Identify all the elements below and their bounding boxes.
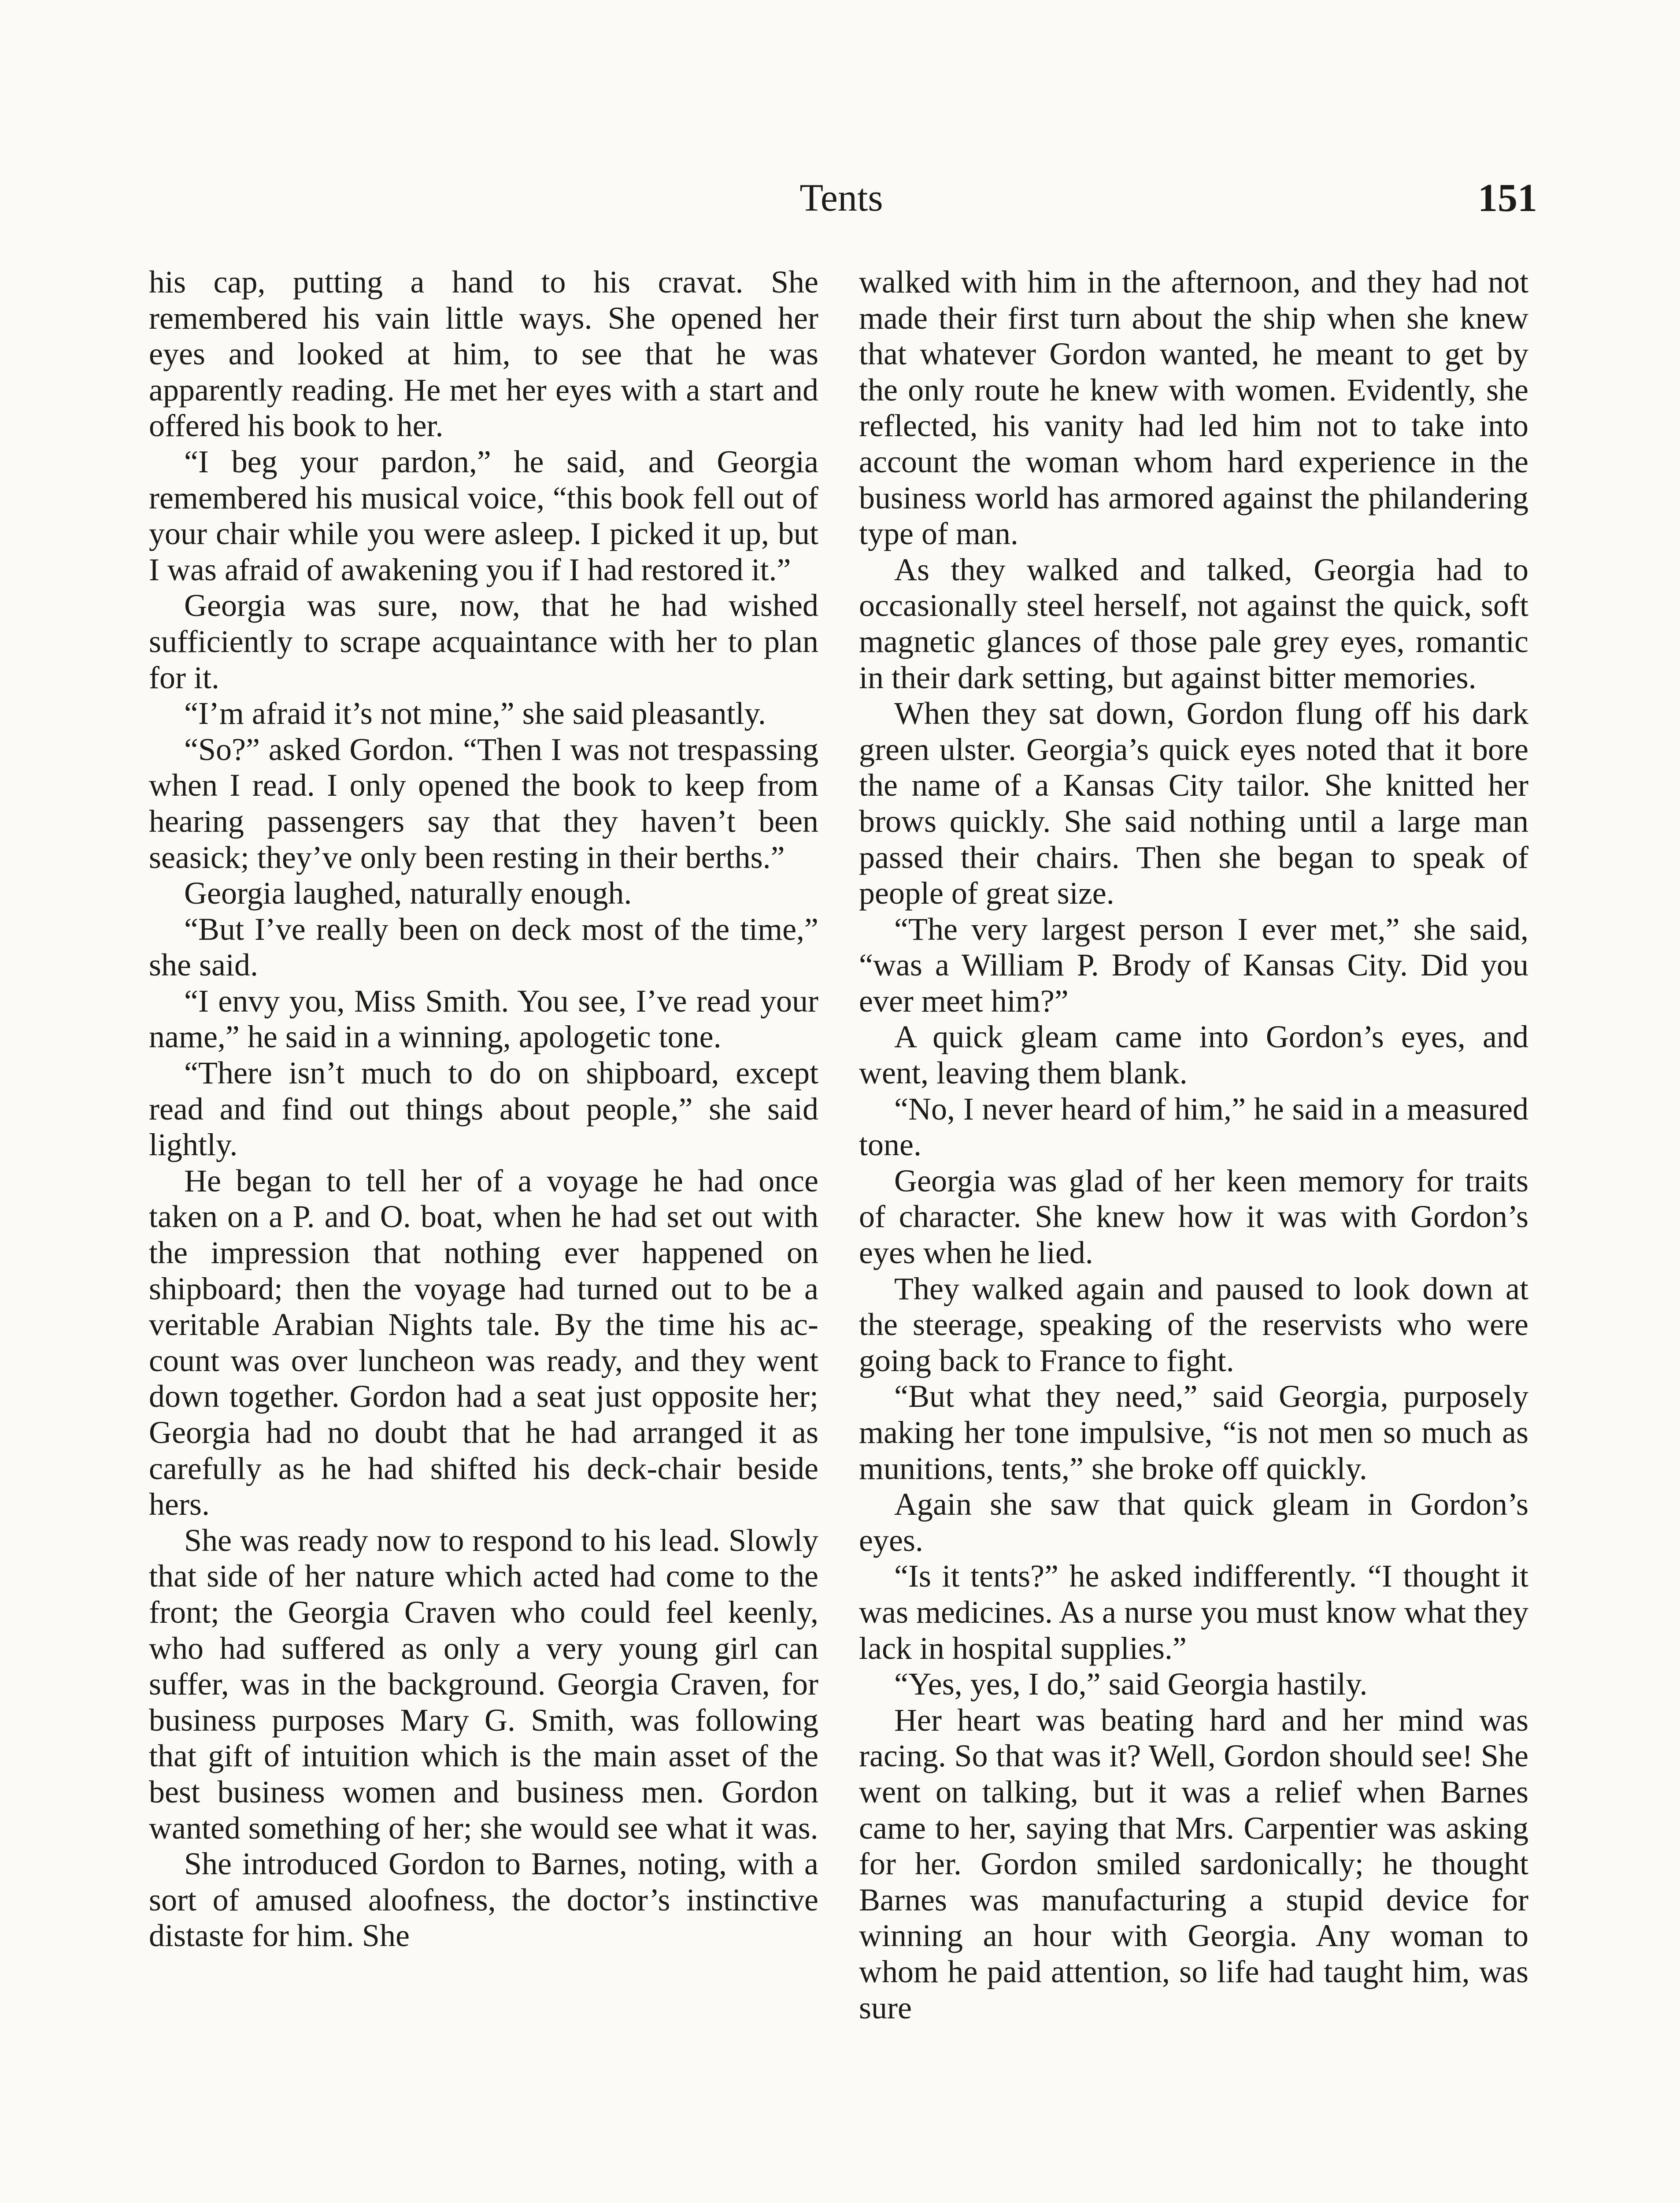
paragraph: She introduced Gordon to Barnes, noting, with a sort of amused aloofness, the doctor’s instinctive distaste for him. She xyxy=(149,1846,818,1954)
paragraph: As they walked and talked, Georgia had to occasionally steel herself, not against the quick, soft magnetic glances of those pale grey eyes, romantic in their dark setting, but against bitter memories. xyxy=(859,552,1528,695)
paragraph: “But I’ve really been on deck most of the time,” she said. xyxy=(149,911,818,983)
page-header xyxy=(145,172,1537,229)
page-number: 151 xyxy=(1478,176,1537,220)
paragraph: A quick gleam came into Gordon’s eyes, and went, leaving them blank. xyxy=(859,1019,1528,1091)
paragraph: “There isn’t much to do on shipboard, except read and find out things about people,” she said lightly. xyxy=(149,1055,818,1163)
paragraph: Georgia laughed, naturally enough. xyxy=(184,875,632,911)
paragraph: She was ready now to respond to his lead. Slowly that side of her nature which acted had come to the front; the Georgia Craven who could feel keenly, who had suffered as only a very young girl can suffer, was in the background. Georgia Craven, for business purposes Mary G. Smith, was following that gift of intuition which is the main asset of the best business women and business men. Gordon wanted something of her; she would see what it was. xyxy=(149,1522,818,1846)
paragraph: He began to tell her of a voyage he had once taken on a P. and O. boat, when he had set out with the impression that nothing ever happened on shipboard; then the voyage had turned out to be a veritable Arabian Nights tale. By the time his account was over luncheon was ready, and they went down together. Gordon had a seat just opposite her; Georgia had no doubt that he had arranged it as carefully as he had shifted his deck-chair beside hers. xyxy=(149,1163,818,1522)
left-column xyxy=(149,264,818,1954)
paragraph: “I’m afraid it’s not mine,” she said pleasantly. xyxy=(184,696,766,731)
paragraph: “I envy you, Miss Smith. You see, I’ve read your name,” he said in a winning, apologetic tone. xyxy=(149,983,818,1055)
paragraph: Georgia was sure, now, that he had wished sufficiently to scrape acquaintance with her to plan for it. xyxy=(149,588,818,695)
paragraph: Georgia was glad of her keen memory for traits of character. She knew how it was with Gordon’s eyes when he lied. xyxy=(859,1163,1528,1271)
paragraph: “Yes, yes, I do,” said Georgia hastily. xyxy=(894,1666,1368,1702)
paragraph: “So?” asked Gordon. “Then I was not trespassing when I read. I only opened the book to keep from hearing passengers say that they haven’t been seasick; they’ve only been resting in their berths.” xyxy=(149,731,818,875)
paragraph: his cap, putting a hand to his cravat. She remembered his vain little ways. She opened her eyes and looked at him, to see that he was apparently reading. He met her eyes with a start and offered his book to her. xyxy=(149,264,818,444)
paragraph: “No, I never heard of him,” he said in a measured tone. xyxy=(859,1091,1528,1163)
paragraph: walked with him in the afternoon, and they had not made their first turn about the ship when she knew that whatever Gordon wanted, he meant to get by the only route he knew with women. Evidently, she reflected, his vanity had led him not to take into account the woman whom hard experience in the business world has armored against the philandering type of man. xyxy=(859,264,1528,552)
paragraph: “Is it tents?” he asked indifferently. “I thought it was medicines. As a nurse you must know what they lack in hospital supplies.” xyxy=(859,1558,1528,1666)
paragraph: “But what they need,” said Georgia, purposely making her tone impulsive, “is not men so much as munitions, tents,” she broke off quickly. xyxy=(859,1379,1528,1486)
paragraph: Again she saw that quick gleam in Gordon’s eyes. xyxy=(859,1487,1528,1558)
paragraph: “The very largest person I ever met,” she said, “was a William P. Brody of Kansas City. Did you ever meet him?” xyxy=(859,911,1528,1019)
paragraph: Her heart was beating hard and her mind was racing. So that was it? Well, Gordon should see! She went on talking, but it was a relief when Barnes came to her, saying that Mrs. Carpentier was asking for her. Gordon smiled sardonically; he thought Barnes was manufacturing a stupid device for winning an hour with Georgia. Any woman to whom he paid attention, so life had taught him, was sure xyxy=(859,1702,1528,2025)
right-column xyxy=(859,264,1528,2026)
running-title: Tents xyxy=(799,177,883,219)
paragraph: “I beg your pardon,” he said, and Georgia remembered his musical voice, “this book fell out of your chair while you were asleep. I picked it up, but I was afraid of awakening you if I had restored it.” xyxy=(149,444,818,587)
paragraph: When they sat down, Gordon flung off his dark green ulster. Georgia’s quick eyes noted that it bore the name of a Kansas City tailor. She knitted her brows quickly. She said nothing until a large man passed their chairs. Then she began to speak of people of great size. xyxy=(859,696,1528,911)
paragraph: They walked again and paused to look down at the steerage, speaking of the reservists who were going back to France to fight. xyxy=(859,1271,1528,1378)
